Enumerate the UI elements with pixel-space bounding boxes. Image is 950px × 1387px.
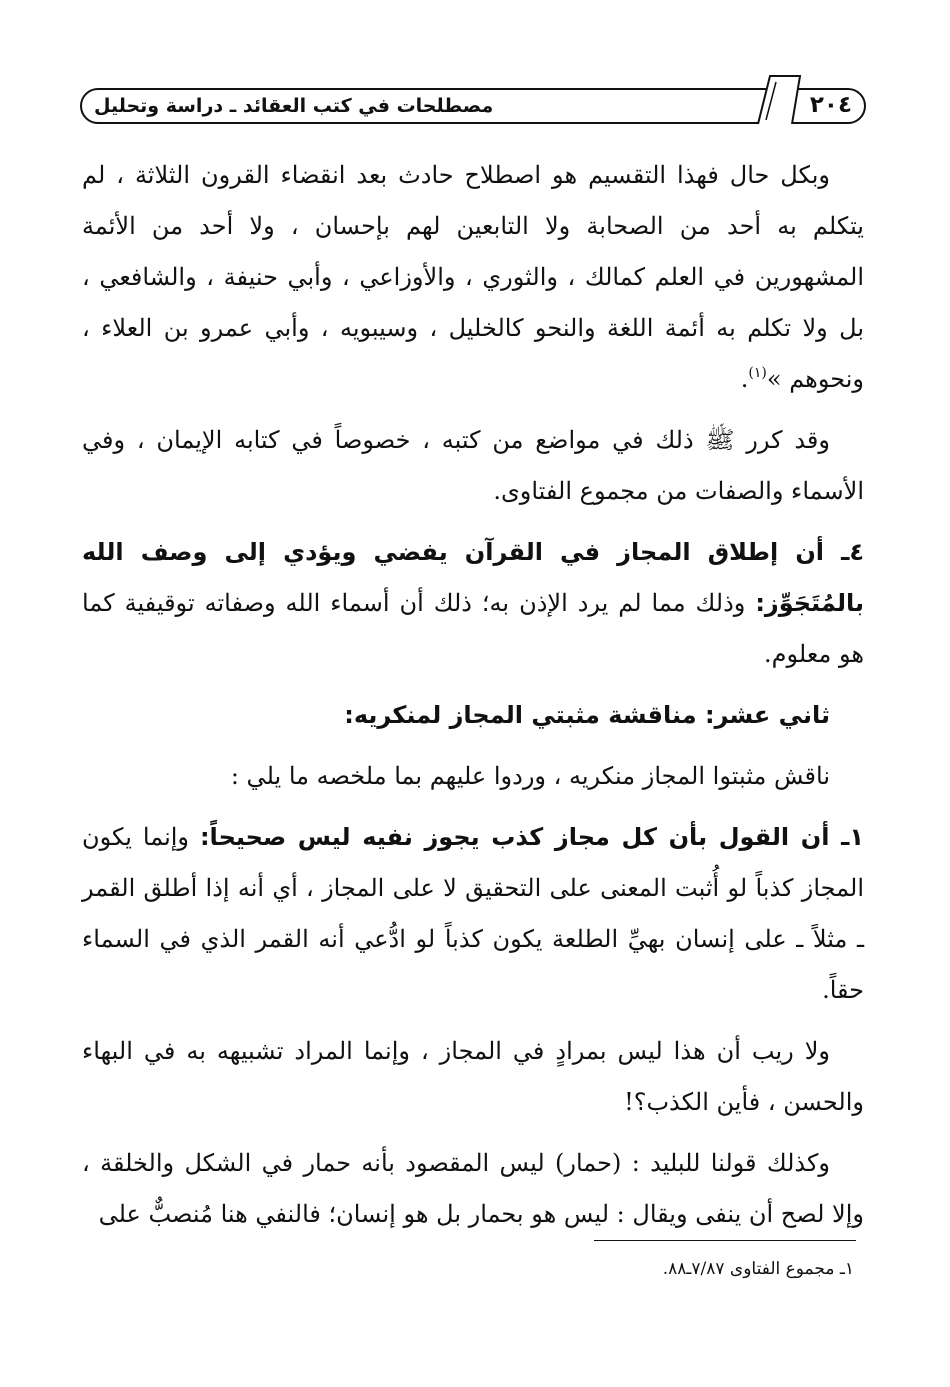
paragraph-4: وكذلك قولنا للبليد : (حمار) ليس المقصود بأنه حمار في الشكل والخلقة ، وإلا لصح أن ينفى ويقال : ليس هو بحمار بل هو إنسان؛ فالنفي هنا مُنصبٌّ على — [82, 1149, 864, 1228]
paragraph-1-end: . — [740, 365, 749, 393]
point-1-text: وإنما يكون المجاز كذباً لو أُثبت المعنى على التحقيق لا على المجاز ، أي أنه إذا أطلق القمر ـ مثلاً ـ على إنسان بهيِّ الطلعة يكون كذباً لو ادُّعي أنه القمر الذي في السماء حقاً. — [82, 823, 864, 1004]
paragraph-1 — [82, 150, 864, 405]
running-header — [80, 74, 866, 134]
paragraph-2: وقد كرر ﷺ ذلك في مواضع من كتبه ، خصوصاً في كتابه الإيمان ، وفي الأسماء والصفات من مجموع الفتاوى. — [82, 426, 864, 505]
paragraph-1-text: وبكل حال فهذا التقسيم هو اصطلاح حادث بعد انقضاء القرون الثلاثة ، لم يتكلم به أحد من الصحابة ولا التابعين لهم بإحسان ، ولا أحد من الأئمة المشهورين في العلم كمالك ، والثوري ، والأوزاعي ، وأبي حنيفة ، والشافعي ، بل ولا تكلم به أئمة اللغة والنحو كالخليل ، وسيبويه ، وأبي عمرو بن العلاء ، ونحوهم » — [82, 161, 864, 393]
intro-paragraph: ناقش مثبتوا المجاز منكريه ، وردوا عليهم بما ملخصه ما يلي : — [230, 762, 830, 790]
point-1 — [82, 812, 864, 1016]
paragraph-3: ولا ريب أن هذا ليس بمرادٍ في المجاز ، وإنما المراد تشبيهه به في البهاء والحسن ، فأين الكذب؟! — [82, 1037, 864, 1116]
body-text — [82, 150, 864, 1250]
footnote-reference: (١) — [748, 365, 767, 381]
point-4-text: وذلك مما لم يرد الإذن به؛ ذلك أن أسماء الله وصفاته توقيفية كما هو معلوم. — [82, 589, 864, 668]
point-4-heading: ٤ـ أن إطلاق المجاز في القرآن يفضي ويؤدي إلى وصف الله بالمُتَجَوِّز: — [82, 538, 864, 617]
point-4 — [82, 527, 864, 680]
book-title: مصطلحات في كتب العقائد ـ دراسة وتحليل — [94, 95, 494, 117]
page-number-tab-icon — [752, 74, 812, 124]
footnote: ١ـ مجموع الفتاوى ٧/٨٧ـ٨٨. — [662, 1259, 854, 1279]
point-1-heading: ١ـ أن القول بأن كل مجاز كذب يجوز نفيه ليس صحيحاً: — [199, 823, 864, 851]
section-heading: ثاني عشر: مناقشة مثبتي المجاز لمنكريه: — [344, 701, 830, 729]
page-number: ٢٠٤ — [809, 92, 852, 118]
footnote-divider — [594, 1240, 856, 1241]
